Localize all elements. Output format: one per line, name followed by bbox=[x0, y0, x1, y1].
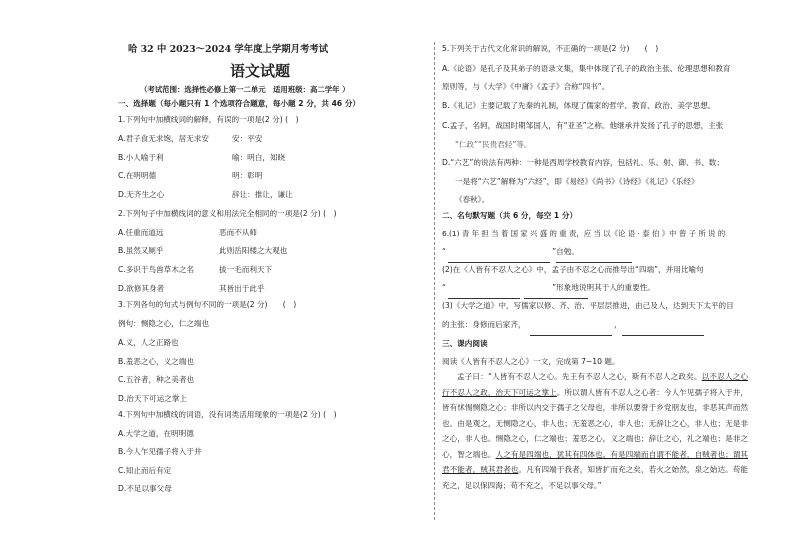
q2-option-d-compare: 其皆出于此乎 bbox=[219, 284, 265, 293]
q1-option-b: B.小人喻于利 bbox=[118, 153, 164, 162]
q6-blank-5[interactable] bbox=[530, 327, 612, 336]
q5-option-c-line1: C.孟子，名轲，战国时期邹国人，有“亚圣”之称。他继承并发扬了孔子的思想，主张 bbox=[442, 121, 724, 130]
q4-option-d: D.不足以事父母 bbox=[118, 484, 172, 493]
passage-underlined-2: 人之有是四端也，犹其有四体也。有是四端而自谓不能者，自贼者也；谓其君不能者，贼其君者也 bbox=[442, 449, 748, 474]
q3-option-c: C.五谷者，种之美者也 bbox=[118, 375, 195, 384]
q5-option-a-line1: A.《论语》是孔子及其弟子的语录文集，集中体现了孔子的政治主张、伦理思想和教育 bbox=[442, 64, 731, 73]
q6-blank-2[interactable] bbox=[556, 254, 632, 263]
q5-option-a-line2: 原则等，与《大学》《中庸》《孟子》合称“四书”。 bbox=[442, 82, 610, 91]
q2-stem: 2.下列句子中加横线词的意义和用法完全相同的一项是(2 分) ( ) bbox=[118, 209, 337, 218]
passage-text-end: 。凡有四端于我者，知皆扩而充之矣，若火之始然，泉之始达。苟能充之，足以保四海；苟不充之，不足以事父母。” bbox=[442, 465, 748, 490]
q2-option-c: C.多识于鸟兽草木之名 bbox=[118, 265, 195, 274]
q1-option-b-gloss: 喻：明白，知晓 bbox=[232, 153, 286, 162]
reading-intro: 阅读《人皆有不忍人之心》一文，完成第 7~10 题。 bbox=[442, 357, 620, 366]
q1-option-c-gloss: 明：彰明 bbox=[232, 171, 263, 180]
q5-option-c-line2: “仁政”“民贵君轻”等。 bbox=[455, 140, 532, 149]
q3-example: 例句：恻隐之心，仁之端也 bbox=[118, 319, 210, 328]
q1-option-d-gloss: 辞让：推让，谦让 bbox=[232, 190, 293, 199]
q6-part3-comma: ， bbox=[614, 320, 622, 329]
q6-part1-line1: 6.(1) 青 年 担 当 着 国 家 兴 盛 的 重 责，应 当 以《论 语 · 泰 伯 》中 曾 子 所 说 的 bbox=[442, 229, 726, 238]
q6-blank-6[interactable] bbox=[622, 327, 704, 336]
q6-part2-prompt: “ ”形象地说明其于人的重要性。 bbox=[442, 283, 655, 292]
q3-option-b: B.羞恶之心，义之端也 bbox=[118, 357, 194, 366]
section-two-heading: 二、名句默写题（共 6 分，每空 1 分） bbox=[442, 211, 578, 220]
q5-option-d-line1: D.“六艺”的说法有两种：一种是西周学校教育内容，包括礼、乐、射、御、书、数； bbox=[442, 158, 724, 167]
q2-option-a: A.任重而道远 bbox=[118, 228, 164, 237]
q1-option-c: C.在明明德 bbox=[118, 171, 157, 180]
q4-stem: 4.下列句中加横线的词语，没有词类活用现象的一项是(2 分) ( ) bbox=[118, 410, 337, 419]
q4-option-a: A.大学之道，在明明德 bbox=[118, 429, 194, 438]
q5-option-d-line2: 一是将“六艺”解释为“六经”，即《易经》《尚书》《诗经》《礼记》《乐经》 bbox=[455, 177, 699, 186]
q3-stem: 3.下列各句的句式与例句不同的一项是(2 分) ( ) bbox=[118, 300, 297, 309]
exam-scope: （考试范围：选择性必修上第一二单元 适用班级：高二学年 ） bbox=[140, 85, 350, 94]
q1-option-a: A.君子食无求饱，居无求安 bbox=[118, 134, 210, 143]
q2-option-b-compare: 此则岳阳楼之大观也 bbox=[219, 246, 288, 255]
q6-part2-line1: (2)在《人皆有不忍人之心》中，孟子由不忍之心而推导出“四端”，并用比喻句 bbox=[442, 265, 704, 274]
q2-option-c-compare: 拔一毛而利天下 bbox=[219, 265, 273, 274]
q5-option-b: B.《礼记》主要记载了先秦的礼制，体现了儒家的哲学、教育、政治、美学思想。 bbox=[442, 101, 716, 110]
q1-option-d: D.无齐生之心 bbox=[118, 190, 165, 199]
subject-title: 语文试题 bbox=[230, 62, 291, 80]
q3-option-d: D.治天下可运之掌上 bbox=[118, 394, 188, 403]
exam-title: 哈 32 中 2023～2024 学年度上学期月考考试 bbox=[128, 44, 329, 55]
section-one-heading: 一、选择题（每小题只有 1 个选项符合题意，每小题 2 分，共 46 分） bbox=[118, 99, 361, 108]
q6-blank-1[interactable] bbox=[448, 254, 550, 263]
q1-option-a-gloss: 安：平安 bbox=[232, 134, 263, 143]
passage-text-start: 孟子曰：“人皆有不忍人之心。先王有不忍人之心，斯有不忍人之政矣。 bbox=[457, 372, 702, 381]
q6-part1-prompt: “ ”自勉。 bbox=[442, 247, 579, 256]
q4-option-b: B.今人乍见孺子将入于井 bbox=[118, 447, 202, 456]
q5-stem: 5.下列关于古代文化常识的解说，不正确的一项是(2 分) ( ) bbox=[442, 44, 659, 53]
q3-option-a: A.义，人之正路也 bbox=[118, 338, 179, 347]
q6-part3-line2: 的主张：身修而后家齐， bbox=[442, 320, 526, 329]
reading-passage bbox=[442, 369, 748, 519]
q6-part3-line1: (3)《大学之道》中，写儒家以修、齐、治、平层层推进，由己及人，达到天下太平的目 bbox=[442, 301, 734, 310]
q2-option-b: B.虽然又厕乎 bbox=[118, 246, 164, 255]
q2-option-a-compare: 恶而不从师 bbox=[219, 228, 257, 237]
column-divider bbox=[434, 42, 435, 520]
q5-option-d-line3: 《春秋》。 bbox=[455, 195, 490, 204]
q6-blank-3[interactable] bbox=[448, 290, 520, 299]
q2-option-d: D.欲修其身者 bbox=[118, 284, 165, 293]
section-three-heading: 三、课内阅读 bbox=[442, 339, 488, 348]
passage-underlined-1: 以不忍人之心行不忍人之政，治天下可运之掌上 bbox=[442, 372, 748, 397]
q6-blank-4[interactable] bbox=[524, 290, 588, 299]
passage-text-middle: 。所以谓人皆有不忍人之心者：今人乍见孺子将入于井，皆有怵惕恻隐之心；非所以内交于孺子之父母也，非所以要誉于乡党朋友也，非恶其声而然也。由是观之，无恻隐之心，非人也；无羞恶之心，非人也；无辞让之心，非人也；无是非之心，非人也。恻隐之心，仁之端也；羞恶之心，义之端也；辞让之心，礼之端也；是非之心，智之端也。 bbox=[442, 387, 749, 459]
q4-option-c: C.知止而后有定 bbox=[118, 466, 172, 475]
q1-stem: 1.下列句中加横线词的解释，有误的一项是(2 分) ( ) bbox=[118, 115, 299, 124]
